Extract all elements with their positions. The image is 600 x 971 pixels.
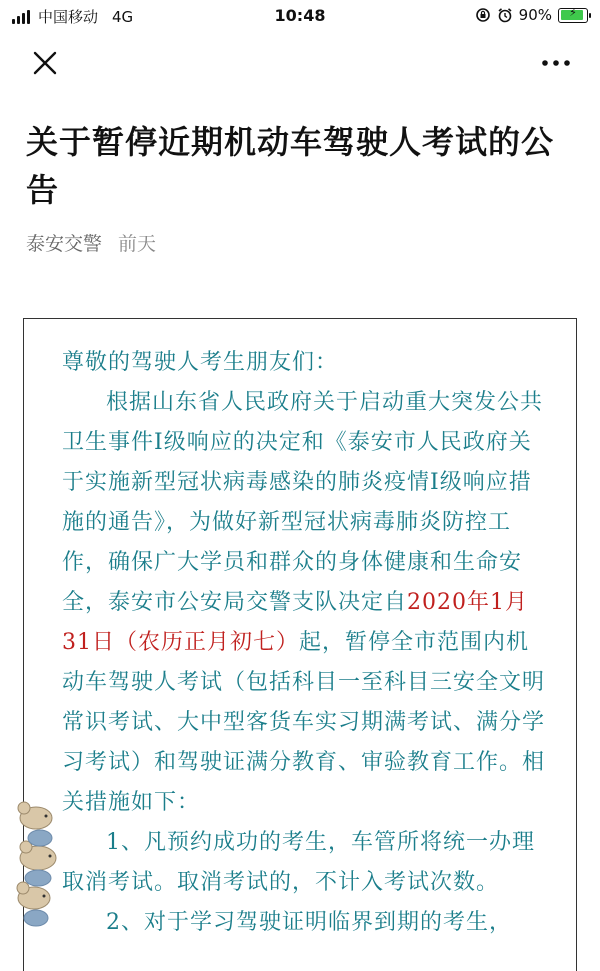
status-right bbox=[475, 6, 588, 24]
close-button[interactable] bbox=[28, 46, 62, 80]
close-icon bbox=[28, 46, 62, 80]
notice-item-1: 1、凡预约成功的考生，车管所将统一办理取消考试。取消考试的，不计入考试次数。 bbox=[62, 830, 535, 895]
notice-body-before: 根据山东省人民政府关于启动重大突发公共卫生事件Ⅰ级响应的决定和《泰安市人民政府关于实施新型冠状病毒感染的肺炎疫情Ⅰ级响应措施的通告》，为做好新型冠状病毒肺炎防控工作，确保广大学员和群众的身体健康和生命安全，泰安市公安局交警支队决定自 bbox=[62, 390, 544, 615]
network-label: 4G bbox=[112, 7, 134, 26]
carrier-label: 中国移动 bbox=[38, 8, 99, 26]
notice-date-highlight: 2020年1月31日（农历正月初七） bbox=[62, 590, 529, 655]
notice-body-after: 起，暂停全市范围内机动车驾驶人考试（包括科目一至科目三安全文明常识考试、大中型客货车实习期满考试、满分学习考试）和驾驶证满分教育、审验教育工作。相关措施如下： bbox=[62, 630, 546, 815]
charging-bolt-icon: ⚡ bbox=[569, 5, 577, 19]
alarm-icon bbox=[497, 7, 513, 23]
more-button[interactable] bbox=[536, 46, 576, 80]
battery-percent: 90% bbox=[518, 6, 552, 24]
battery-icon bbox=[558, 5, 588, 23]
notice-paragraph bbox=[62, 383, 548, 823]
publish-date: 前天 bbox=[118, 233, 157, 255]
notice-item-2: 2、对于学习驾驶证明临界到期的考生， bbox=[106, 910, 512, 935]
article-title: 关于暂停近期机动车驾驶人考试的公告 bbox=[26, 123, 555, 209]
article-meta bbox=[26, 229, 156, 256]
account-name-link[interactable]: 泰安交警 bbox=[26, 233, 103, 255]
status-time: 10:48 bbox=[274, 6, 326, 25]
more-icon bbox=[536, 46, 576, 80]
notice-image bbox=[23, 318, 577, 971]
notice-greeting: 尊敬的驾驶人考生朋友们： bbox=[62, 350, 339, 375]
notice-text bbox=[62, 343, 548, 943]
nav-bar bbox=[0, 34, 600, 90]
status-bar bbox=[0, 0, 600, 34]
mouse-decoration-icon bbox=[14, 800, 66, 930]
rotation-lock-icon bbox=[475, 7, 491, 23]
